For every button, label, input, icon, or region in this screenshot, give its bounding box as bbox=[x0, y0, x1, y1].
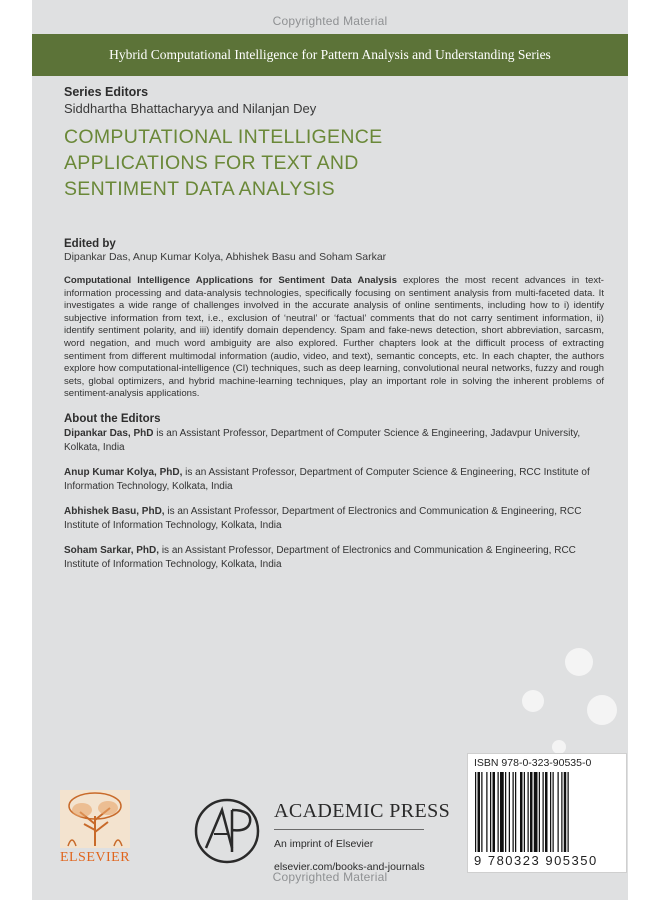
watermark-bottom: Copyrighted Material bbox=[272, 870, 388, 884]
barcode-bar bbox=[568, 772, 569, 852]
editors-list: Dipankar Das, Anup Kumar Kolya, Abhishek Basu and Soham Sarkar bbox=[64, 251, 387, 263]
editor-name: Anup Kumar Kolya, PhD, bbox=[64, 466, 183, 478]
barcode-bar bbox=[490, 772, 491, 852]
barcode-bar bbox=[530, 772, 533, 852]
elsevier-tree-icon bbox=[60, 790, 130, 848]
decorative-dot bbox=[552, 740, 566, 754]
editor-bio bbox=[64, 466, 604, 494]
barcode-bar bbox=[524, 772, 525, 852]
barcode-bar bbox=[545, 772, 548, 852]
barcode-bar bbox=[486, 772, 487, 852]
academic-press-ap-icon bbox=[192, 796, 262, 866]
back-cover bbox=[32, 0, 628, 900]
editor-name: Dipankar Das, PhD bbox=[64, 427, 154, 439]
isbn-label: ISBN 978-0-323-90535-0 bbox=[474, 757, 592, 769]
barcode-bar bbox=[520, 772, 523, 852]
series-banner bbox=[32, 34, 628, 76]
editor-affiliation: is an Assistant Professor, Department of Electronics and Communication & Engineering, RCC Institute of Information Technology, Kolkata, India bbox=[64, 505, 582, 531]
editor-bio bbox=[64, 505, 604, 533]
book-title-line: APPLICATIONS FOR TEXT AND bbox=[64, 152, 359, 174]
barcode-bar bbox=[481, 772, 482, 852]
barcode-bar bbox=[528, 772, 529, 852]
barcode-bar bbox=[553, 772, 554, 852]
decorative-dot bbox=[587, 695, 617, 725]
book-title bbox=[64, 124, 604, 202]
barcode-digits: 9 780323 905350 bbox=[474, 853, 598, 868]
barcode-bar bbox=[478, 772, 481, 852]
barcode-bar bbox=[515, 772, 516, 852]
barcode-bars bbox=[474, 772, 620, 852]
decorative-dot bbox=[565, 648, 593, 676]
book-title-line: SENTIMENT DATA ANALYSIS bbox=[64, 178, 335, 200]
editor-name: Soham Sarkar, PhD, bbox=[64, 544, 160, 556]
editor-affiliation: is an Assistant Professor, Department of Electronics and Communication & Engineering, RCC Institute of Information Technology, Kolkata, India bbox=[64, 544, 576, 570]
barcode-bar bbox=[543, 772, 544, 852]
elsevier-logo bbox=[52, 790, 138, 870]
publisher-block bbox=[274, 800, 450, 873]
editor-affiliation: is an Assistant Professor, Department of Computer Science & Engineering, Jadavpur University, Kolkata, India bbox=[64, 427, 581, 453]
elsevier-wordmark: ELSEVIER bbox=[59, 850, 131, 865]
editor-name: Abhishek Basu, PhD, bbox=[64, 505, 165, 517]
editor-affiliation: is an Assistant Professor, Department of Computer Science & Engineering, RCC Institute of Information Technology, Kolkata, India bbox=[64, 466, 590, 492]
barcode-bar bbox=[539, 772, 540, 852]
watermark-top: Copyrighted Material bbox=[272, 14, 388, 28]
publisher-imprint: An imprint of Elsevier bbox=[274, 838, 374, 850]
barcode-bar bbox=[493, 772, 496, 852]
description-body: explores the most recent advances in text-information processing and data-analysis technologies, specifically focusing on sentiment analysis from multi-faceted data. It investigates a wide range of challenges involved in the accurate analysis of online sentiments, including how to i) identify subjective information from text, i.e., exclusion of ‘neutral’ or ‘factual’ comments that do not carry sentiment information, ii) identify sentiment polarity, and iii) identify domain dependency. Spam and fake-news detection, short abbreviation, sarcasm, word negation, and much word ambiguity are also explored. Further chapters look at the difficult process of extracting sentiment from different multimodal information (audio, video, and text), semantic concepts, etc. In each chapter, the authors explore how computational-intelligence (CI) techniques, such as deep learning, convolutional neural networks, fuzzy and rough sets, global optimizers, and hybrid machine-learning techniques, play an important role in solving the inherent problems of sentiment-analysis applications. bbox=[64, 275, 604, 400]
series-editors-heading: Series Editors bbox=[64, 85, 149, 99]
barcode-bar bbox=[550, 772, 551, 852]
barcode-bar bbox=[534, 772, 538, 852]
publisher-divider bbox=[274, 829, 424, 830]
edited-by-heading: Edited by bbox=[64, 238, 116, 250]
barcode-bar bbox=[558, 772, 559, 852]
barcode-bar bbox=[509, 772, 510, 852]
isbn-barcode bbox=[467, 753, 627, 873]
barcode-bar bbox=[498, 772, 499, 852]
barcode-bar bbox=[564, 772, 567, 852]
decorative-dot bbox=[522, 690, 544, 712]
book-title-line: COMPUTATIONAL INTELLIGENCE bbox=[64, 126, 383, 148]
about-editors-heading: About the Editors bbox=[64, 412, 161, 425]
barcode-bar bbox=[505, 772, 506, 852]
publisher-name: ACADEMIC PRESS bbox=[274, 800, 451, 822]
barcode-bar bbox=[561, 772, 562, 852]
series-editors-names: Siddhartha Bhattacharyya and Nilanjan Dey bbox=[64, 101, 317, 116]
book-description bbox=[64, 275, 604, 401]
barcode-bar bbox=[500, 772, 504, 852]
series-name: Hybrid Computational Intelligence for Pattern Analysis and Understanding Series bbox=[109, 47, 551, 62]
main-content bbox=[64, 85, 604, 572]
description-lead: Computational Intelligence Applications for Sentiment Data Analysis bbox=[64, 275, 397, 286]
barcode-bar bbox=[475, 772, 476, 852]
editor-bio bbox=[64, 544, 604, 572]
barcode-bar bbox=[513, 772, 514, 852]
editor-bio bbox=[64, 427, 604, 455]
publisher-website: elsevier.com/books-and-journals bbox=[274, 861, 425, 873]
